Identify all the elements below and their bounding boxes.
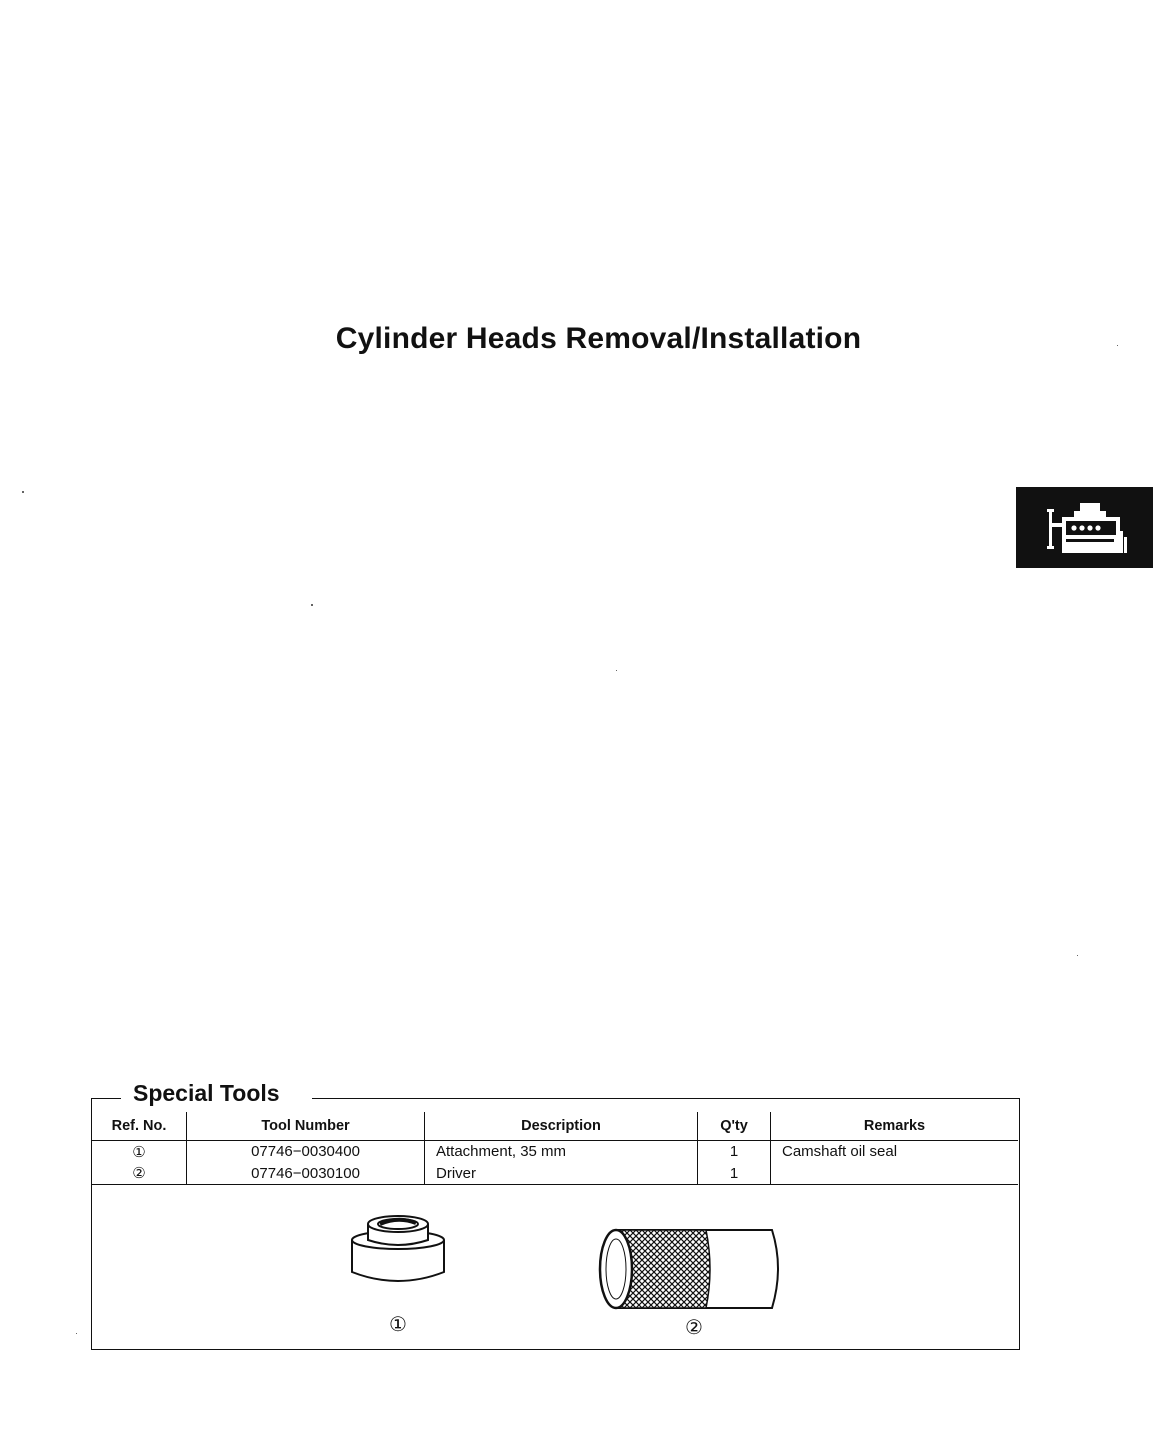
cell-tool-number: 07746−0030400 xyxy=(187,1141,425,1163)
table-row xyxy=(92,1162,1018,1185)
table-header-row xyxy=(92,1112,1018,1141)
scan-speck xyxy=(76,1333,77,1334)
scan-speck xyxy=(22,491,24,493)
scan-speck xyxy=(1117,345,1118,346)
special-tools-table xyxy=(92,1112,1018,1185)
page-title: Cylinder Heads Removal/Installation xyxy=(335,322,862,355)
cell-ref: ① xyxy=(92,1141,187,1163)
cell-description: Attachment, 35 mm xyxy=(425,1141,698,1163)
scan-speck xyxy=(1077,955,1078,956)
column-header-description: Description xyxy=(425,1112,698,1141)
cell-remarks xyxy=(771,1162,1019,1185)
scan-speck xyxy=(616,670,617,671)
column-header-ref: Ref. No. xyxy=(92,1112,187,1141)
column-header-remarks: Remarks xyxy=(771,1112,1019,1141)
engine-icon xyxy=(1044,501,1128,557)
cell-description: Driver xyxy=(425,1162,698,1185)
driver-icon xyxy=(594,1224,786,1314)
cell-qty: 1 xyxy=(698,1141,771,1163)
column-header-tool-number: Tool Number xyxy=(187,1112,425,1141)
special-tools-heading: Special Tools xyxy=(133,1080,280,1106)
column-header-qty: Q'ty xyxy=(698,1112,771,1141)
frame-top-right-rule xyxy=(312,1098,1020,1099)
cell-remarks: Camshaft oil seal xyxy=(782,1143,898,1160)
cell-ref: ② xyxy=(92,1162,187,1185)
illustration-label: ② xyxy=(685,1317,703,1339)
attachment-icon xyxy=(346,1210,450,1290)
scan-speck xyxy=(311,604,313,606)
table-row xyxy=(92,1141,1018,1163)
cell-tool-number: 07746−0030100 xyxy=(187,1162,425,1185)
frame-top-left-rule xyxy=(91,1098,121,1099)
cell-qty: 1 xyxy=(698,1162,771,1185)
illustration-label: ① xyxy=(389,1314,407,1336)
section-tab-engine[interactable] xyxy=(1016,487,1153,568)
